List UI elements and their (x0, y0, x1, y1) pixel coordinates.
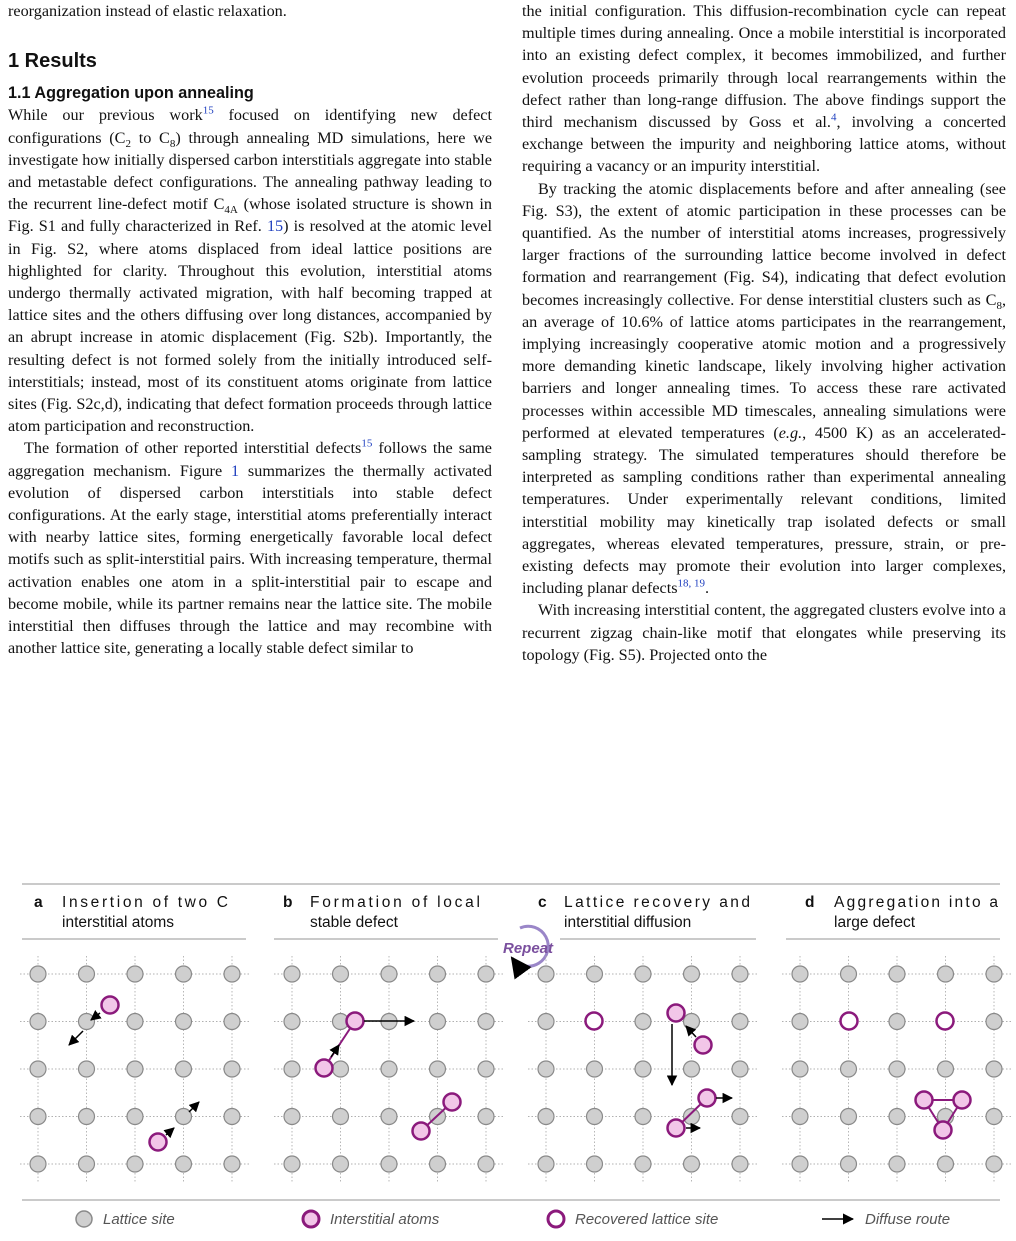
lattice-site (478, 1061, 494, 1077)
panel-c-letter: c (538, 894, 547, 911)
citation-link[interactable]: 15 (202, 105, 214, 118)
interstitial-atom (347, 1013, 364, 1030)
lattice-site (176, 1156, 192, 1172)
paragraph-zigzag: With increasing interstitial content, the aggregated clusters evolve into a recurrent zigzag chain-like motif that elongates while preserving its topology (Fig. S5). Projected onto the (522, 601, 1006, 664)
legend-recovered-label: Recovered lattice site (575, 1211, 719, 1228)
diffuse-route-arrow (166, 1128, 174, 1135)
panel-b-letter: b (283, 894, 293, 911)
paragraph-aggregation-1: While our previous work$^{15}$ focused on identifying new defect configurations ($C_2$ to $C_8$) through annealing MD simulations, here we investigate how initially dispersed carbon interstitials aggregate into stable and metastable defect configurations. The annealing pathway leading to the recurrent line-defect motif $C_{4A}$ (whose isolated structure is shown in Fig. S1 and fully characterized in Ref. 15) is resolved at the atomic level in Fig. S2, where atoms displaced from ideal lattice positions are highlighted for clarity. Throughout this evolution, interstitial atoms undergo thermally activated migration, with half becoming trapped at lattice sites and the others diffusing over long distances, accompanied by an abrupt increase in atomic displacement (Fig. S2b). Importantly, the resulting defect is not formed solely from the initially introduced self-interstitials; instead, most of its constituent atoms originate from lattice sites (Fig. S2c,d), indicating that defect formation proceeds through lattice atom participation and reconstruction. (8, 105, 492, 436)
lattice-site (538, 1156, 554, 1172)
lattice-site (478, 1014, 494, 1030)
lattice-site (938, 1061, 954, 1077)
lattice-site (792, 1014, 808, 1030)
lattice-site (587, 1061, 603, 1077)
panel-d-letter: d (805, 894, 815, 911)
lattice-site (841, 966, 857, 982)
lattice-site (986, 1156, 1002, 1172)
lattice-site (732, 1156, 748, 1172)
figure-link[interactable]: 1 (230, 461, 240, 480)
lattice-site (284, 966, 300, 982)
lattice-site (538, 1109, 554, 1125)
panel-a-title-1: Insertion of two C (62, 894, 228, 911)
lattice-site (176, 966, 192, 982)
lattice-site (478, 966, 494, 982)
interstitial-atom (102, 997, 119, 1014)
paragraph-continued: the initial configuration. This diffusion-recombination cycle can repeat multiple times during annealing. Once a mobile interstitial is incorporated into an existing defect complex, it becomes immobilized, and further evolution proceeds primarily through local rearrangements within the defect rather than long-range diffusion. The above findings support the third mechanism discussed by Goss et al.$^4$, involving a concerted exchange between the impurity and neighboring lattice atoms, without requiring a vacancy or an impurity interstitial. (522, 2, 1006, 176)
left-column (8, 0, 492, 659)
lattice-site (684, 1109, 700, 1125)
lattice-site (79, 966, 95, 982)
panel-a-letter: a (34, 894, 43, 911)
lattice-site (381, 1156, 397, 1172)
interstitial-atom (413, 1123, 430, 1140)
lattice-site (478, 1156, 494, 1172)
panel-a-title-2: interstitial atoms (62, 914, 174, 931)
lattice-site (792, 1109, 808, 1125)
section-title: 1 Results (8, 50, 97, 73)
interstitial-atom (916, 1092, 933, 1109)
legend-interstitial-label: Interstitial atoms (330, 1211, 440, 1228)
lattice-site (635, 1061, 651, 1077)
figure-1 (0, 880, 1016, 1236)
lattice-site (430, 966, 446, 982)
lattice-site (381, 966, 397, 982)
lattice-site (284, 1156, 300, 1172)
lattice-site (889, 1061, 905, 1077)
subsection-title: 1.1 Aggregation upon annealing (8, 84, 254, 103)
right-column (522, 0, 1006, 666)
repeat-label: Repeat (503, 940, 554, 957)
lattice-site (684, 1156, 700, 1172)
lattice-site (224, 1014, 240, 1030)
lattice-site (792, 1156, 808, 1172)
lattice-site (538, 1061, 554, 1077)
paragraph-displacement: By tracking the atomic displacements before and after annealing (see Fig. S3), the extent of atomic participation in these processes can be quantified. As the number of interstitial atoms increases, progressively larger fractions of the surrounding lattice become involved in defect formation and rearrangement (Fig. S4), indicating that defect evolution becomes increasingly collective. For dense interstitial clusters such as $C_8$, an average of 10.6% of lattice atoms participates in the rearrangement, implying increasingly cooperative atomic motion and a progressively more demanding kinetic landscape, likely involving higher activation barriers and longer annealing times. To access these rare activated processes within accessible MD timescales, annealing simulations were performed at elevated temperatures (e.g., 4500 K) as an accelerated-sampling strategy. The simulated temperatures should therefore be interpreted as sampling conditions rather than experimental annealing temperatures. Under experimentally relevant conditions, limited interstitial mobility may kinetically trap isolated defects or small aggregates, whereas elevated temperatures, pressure, strain, or pre-existing defects may promote their evolution into larger complexes, including planar defects$^{18, 19}$. (522, 179, 1006, 598)
panel-c-title-1: Lattice recovery and (564, 894, 750, 911)
lattice-site (732, 966, 748, 982)
lattice-site (127, 966, 143, 982)
lattice-site (841, 1109, 857, 1125)
panel-d-title-2: large defect (834, 914, 915, 931)
lattice-site (224, 966, 240, 982)
lattice-site (732, 1014, 748, 1030)
lattice-site (587, 1109, 603, 1125)
lattice-site (381, 1109, 397, 1125)
lattice-site (684, 1061, 700, 1077)
lattice-site (79, 1109, 95, 1125)
lattice-site (333, 966, 349, 982)
interstitial-atom (935, 1122, 952, 1139)
interstitial-atom (699, 1090, 716, 1107)
lattice-site (224, 1061, 240, 1077)
lattice-site (938, 1156, 954, 1172)
lattice-panels (20, 956, 1012, 1182)
lattice-site (478, 1109, 494, 1125)
lattice-site (30, 1061, 46, 1077)
lattice-site (127, 1156, 143, 1172)
interstitial-atom (150, 1134, 167, 1151)
citation-link[interactable]: 15 (361, 438, 373, 451)
lattice-site (732, 1061, 748, 1077)
legend-recovered-icon (548, 1211, 564, 1227)
lattice-site (127, 1014, 143, 1030)
diffuse-route-arrow (69, 1031, 83, 1045)
lattice-site (684, 966, 700, 982)
panel-d-title-1: Aggregation into a (834, 894, 998, 911)
recovered-site (586, 1013, 603, 1030)
lattice-site (938, 966, 954, 982)
lattice-site (587, 966, 603, 982)
citation-link[interactable]: 18, 19 (677, 577, 706, 590)
lattice-site (284, 1109, 300, 1125)
lattice-site (430, 1014, 446, 1030)
lattice-site (284, 1014, 300, 1030)
lattice-site (30, 1109, 46, 1125)
legend-lattice-label: Lattice site (103, 1211, 175, 1228)
lattice-site (333, 1061, 349, 1077)
lattice-site (635, 1109, 651, 1125)
lattice-site (841, 1156, 857, 1172)
lattice-site (381, 1061, 397, 1077)
legend-interstitial-icon (303, 1211, 319, 1227)
legend-route-label: Diffuse route (865, 1211, 951, 1228)
lattice-site (986, 1109, 1002, 1125)
text-line-top: reorganization instead of elastic relaxation. (8, 2, 287, 20)
lattice-site (30, 966, 46, 982)
lattice-site (30, 1156, 46, 1172)
lattice-site (841, 1061, 857, 1077)
lattice-site (430, 1156, 446, 1172)
paragraph-aggregation-2: The formation of other reported interstitial defects$^{15}$ follows the same aggregation mechanism. Figure 1 summarizes the thermally activated evolution of dispersed carbon interstitials into stable defect configurations. At the early stage, interstitial atoms preferentially interact with nearby lattice sites, forming energetically favorable local defect motifs such as split-interstitial pairs. With increasing temperature, thermal activation enables one atom in a split-interstitial pair to escape and become mobile, while its partner remains near the lattice site. The mobile interstitial then diffuses through the lattice and may recombine with another lattice site, generating a locally stable defect similar to (8, 438, 492, 658)
lattice-site (587, 1156, 603, 1172)
lattice-site (889, 966, 905, 982)
lattice-site (986, 1014, 1002, 1030)
lattice-site (792, 966, 808, 982)
interstitial-atom (668, 1005, 685, 1022)
lattice-site (889, 1109, 905, 1125)
diffuse-route-arrow (331, 1045, 339, 1057)
panel-b-title-1: Formation of local (310, 894, 480, 911)
figure-legend (76, 1211, 950, 1228)
lattice-site (430, 1061, 446, 1077)
citation-link[interactable]: 15 (266, 217, 284, 236)
lattice-site (538, 1014, 554, 1030)
lattice-site (732, 1109, 748, 1125)
interstitial-atom (695, 1037, 712, 1054)
lattice-site (333, 1109, 349, 1125)
lattice-site (684, 1014, 700, 1030)
lattice-site (30, 1014, 46, 1030)
lattice-site (79, 1061, 95, 1077)
lattice-site (635, 1014, 651, 1030)
lattice-site (176, 1014, 192, 1030)
lattice-site (538, 966, 554, 982)
lattice-site (127, 1109, 143, 1125)
lattice-site (889, 1156, 905, 1172)
legend-lattice-icon (76, 1211, 92, 1227)
lattice-site (176, 1061, 192, 1077)
lattice-site (986, 966, 1002, 982)
interstitial-atom (954, 1092, 971, 1109)
panel-c-title-2: interstitial diffusion (564, 914, 692, 931)
recovered-site (841, 1013, 858, 1030)
interstitial-atom (444, 1094, 461, 1111)
interstitial-atom (316, 1060, 333, 1077)
lattice-site (889, 1014, 905, 1030)
lattice-site (635, 1156, 651, 1172)
lattice-site (333, 1156, 349, 1172)
recovered-site (937, 1013, 954, 1030)
lattice-site (224, 1109, 240, 1125)
citation-link[interactable]: 4 (830, 111, 837, 124)
lattice-site (792, 1061, 808, 1077)
lattice-site (635, 966, 651, 982)
figure-canvas (0, 880, 1016, 1236)
lattice-site (284, 1061, 300, 1077)
lattice-site (986, 1061, 1002, 1077)
lattice-site (224, 1156, 240, 1172)
interstitial-atom (668, 1120, 685, 1137)
lattice-site (79, 1156, 95, 1172)
lattice-site (127, 1061, 143, 1077)
panel-b-title-2: stable defect (310, 914, 398, 931)
diffuse-route-arrow (189, 1102, 199, 1112)
lattice-site (79, 1014, 95, 1030)
